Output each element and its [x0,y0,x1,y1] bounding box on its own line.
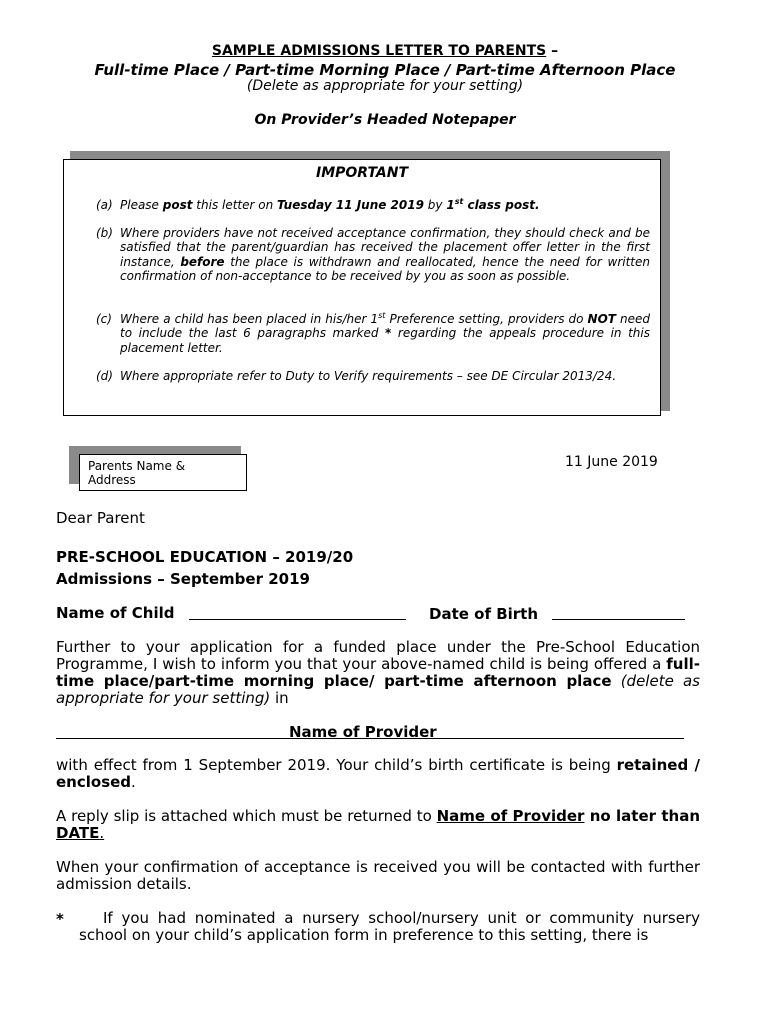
important-item-b: (b) Where providers have not received acceptance confirmation, they should check and be satisfied that the parent/guardian has received the placement offer letter in the first instance, before the place is withdrawn and reallocated, hence the need for written confirmation of non-acceptance to be received by you as soon as possible. [96,226,650,283]
programme-heading: PRE-SCHOOL EDUCATION – 2019/20 [56,548,354,566]
admissions-heading: Admissions – September 2019 [56,570,310,588]
dob-label: Date of Birth [429,605,539,623]
place-type-subtitle: Full-time Place / Part-time Morning Place / Part-time Afternoon Place [94,61,676,79]
dob-field[interactable] [552,619,685,620]
provider-name-label: Name of Provider [289,723,437,741]
important-item-a: (a) Please post this letter on Tuesday 11 June 2019 by 1st class post. [96,197,540,212]
appeals-paragraph: If you had nominated a nursery school/nursery unit or community nursery school on your child’s application form in preference to this setting, there is [79,909,700,944]
parents-address-box: Parents Name & Address [79,454,247,491]
letter-title: SAMPLE ADMISSIONS LETTER TO PARENTS – [211,43,559,59]
headed-notepaper-note: On Provider’s Headed Notepaper [254,112,516,128]
confirmation-paragraph: When your confirmation of acceptance is received you will be contacted with further admission details. [56,858,700,893]
appeal-marker: * [56,910,64,928]
salutation: Dear Parent [56,509,145,527]
letter-date: 11 June 2019 [565,454,658,470]
delete-instruction: (Delete as appropriate for your setting) [246,78,524,94]
offer-paragraph: Further to your application for a funded place under the Pre-School Education Programme, I wish to inform you that your above-named child is being offered a full-time place/part-time morning place/ part-time afternoon place (delete as appropriate for your setting) in [56,638,700,707]
important-heading: IMPORTANT [315,165,409,181]
important-item-d: (d) Where appropriate refer to Duty to Verify requirements – see DE Circular 2013/24. [96,369,617,383]
child-name-field[interactable] [189,619,406,620]
reply-slip-paragraph: A reply slip is attached which must be returned to Name of Provider no later than DATE. [56,807,700,842]
effect-paragraph: with effect from 1 September 2019. Your child’s birth certificate is being retained / enclosed. [56,756,700,791]
important-item-c: (c) Where a child has been placed in his/her 1st Preference setting, providers do NOT need to include the last 6 paragraphs marked * regarding the appeals procedure in this placement letter. [96,311,651,355]
child-name-label: Name of Child [56,604,175,622]
